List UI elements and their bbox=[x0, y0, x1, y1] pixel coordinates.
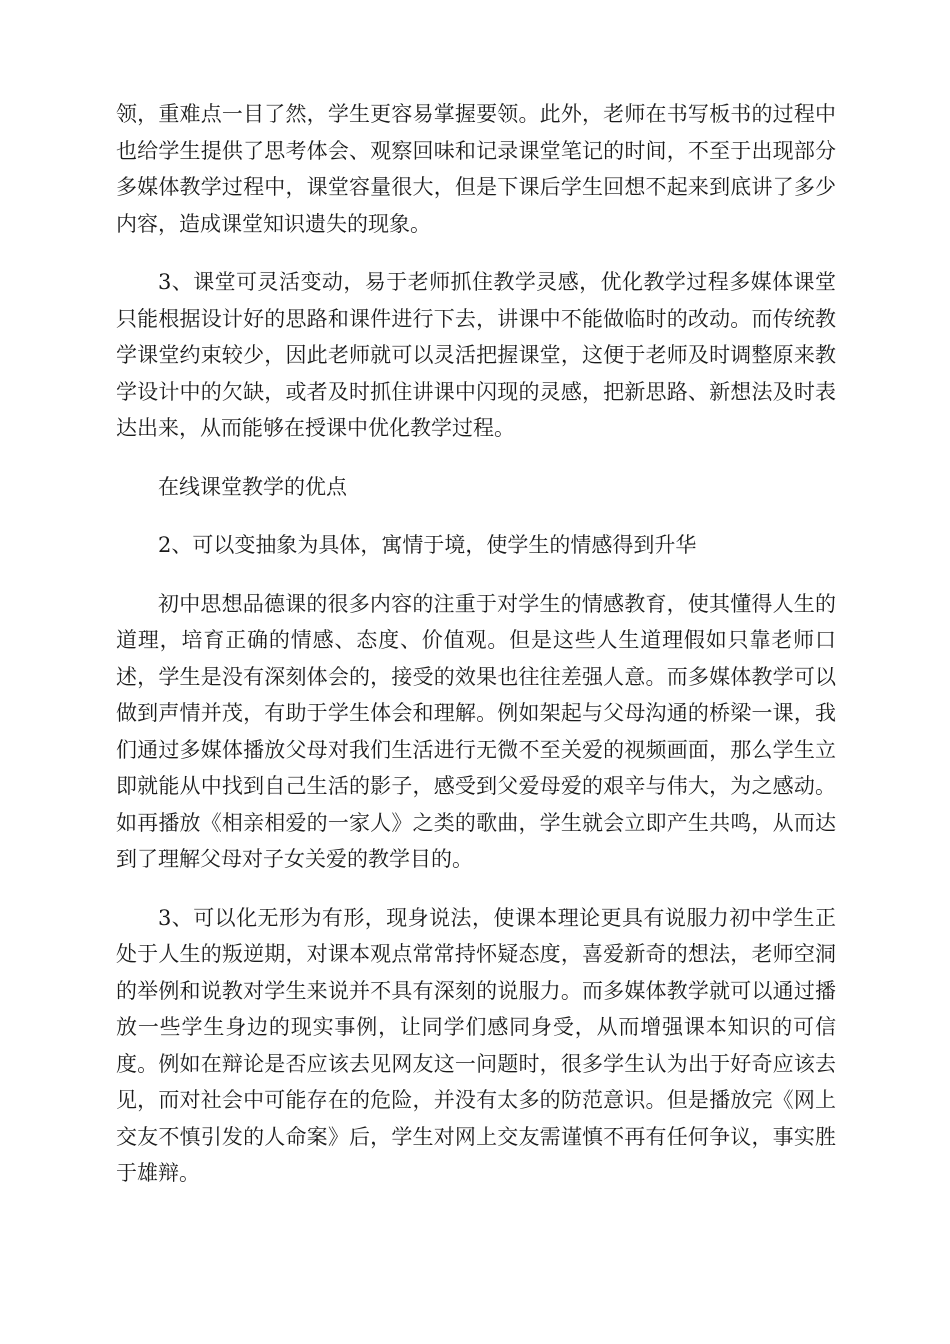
paragraph-4: 3、可以化无形为有形，现身说法，使课本理论更具有说服力初中学生正处于人生的叛逆期，对课本观点常常持怀疑态度，喜爱新奇的想法，老师空洞的举例和说教对学生来说并不具有深刻的说服力。而多媒体教学就可以通过播放一些学生身边的现实事例，让同学们感同身受，从而增强课本知识的可信度。例如在辩论是否应该去见网友这一问题时，很多学生认为出于好奇应该去见，而对社会中可能存在的危险，并没有太多的防范意识。但是播放完《网上交友不慎引发的人命案》后，学生对网上交友需谨慎不再有任何争议，事实胜于雄辩。 bbox=[116, 905, 836, 1185]
paragraph-2: 3、课堂可灵活变动，易于老师抓住教学灵感，优化教学过程多媒体课堂只能根据设计好的思路和课件进行下去，讲课中不能做临时的改动。而传统教学课堂约束较少，因此老师就可以灵活把握课堂，这便于老师及时调整原来教学设计中的欠缺，或者及时抓住讲课中闪现的灵感，把新思路、新想法及时表达出来，从而能够在授课中优化教学过程。 bbox=[116, 270, 836, 440]
section-heading: 在线课堂教学的优点 bbox=[158, 474, 347, 499]
document-page bbox=[116, 96, 836, 1192]
paragraph-3: 初中思想品德课的很多内容的注重于对学生的情感教育，使其懂得人生的道理，培育正确的情感、态度、价值观。但是这些人生道理假如只靠老师口述，学生是没有深刻体会的，接受的效果也往往差强人意。而多媒体教学可以做到声情并茂，有助于学生体会和理解。例如架起与父母沟通的桥梁一课，我们通过多媒体播放父母对我们生活进行无微不至关爱的视频画面，那么学生立即就能从中找到自己生活的影子，感受到父爱母爱的艰辛与伟大，为之感动。如再播放《相亲相爱的一家人》之类的歌曲，学生就会立即产生共鸣，从而达到了理解父母对子女关爱的教学目的。 bbox=[116, 591, 836, 871]
paragraph-subheading: 2、可以变抽象为具体，寓情于境，使学生的情感得到升华 bbox=[158, 533, 697, 557]
paragraph-1: 领，重难点一目了然，学生更容易掌握要领。此外，老师在书写板书的过程中也给学生提供了思考体会、观察回味和记录课堂笔记的时间，不至于出现部分多媒体教学过程中，课堂容量很大，但是下课后学生回想不起来到底讲了多少内容，造成课堂知识遗失的现象。 bbox=[116, 102, 836, 236]
